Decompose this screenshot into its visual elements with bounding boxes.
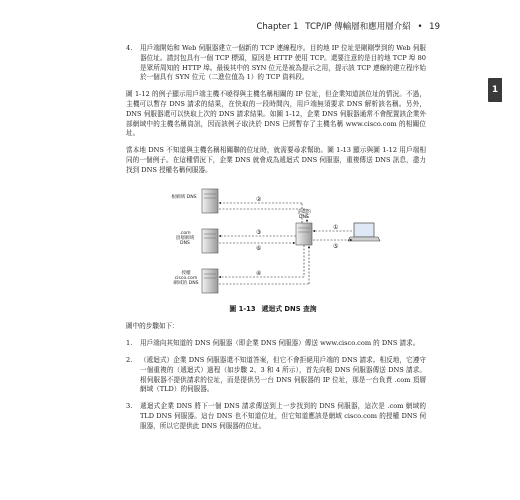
figure-number: 圖 1-13 <box>229 304 256 313</box>
figure-title: 遞迴式 DNS 查詢 <box>261 304 317 313</box>
tld-dns-label: .com 頂層網域 DNS <box>175 230 195 247</box>
chapter-side-tab: 1 <box>488 78 502 102</box>
figure-caption <box>126 305 426 315</box>
list-item-text: （遞迴式）企業 DNS 伺服器還不知道答案，但它不會拒絕用戶端的 DNS 請求。相反地，它遵守一個重複的（遞迴式）過程（如步驟 2、3 和 4 所示），首先向根 DNS 伺服器傳送 DNS 請求。根伺服器不提供請求的位址，而是提供另一台 DNS 伺服器的 IP 位址，那是一台負責 .com 頂層網域（TLD）的伺服器。 <box>140 355 426 394</box>
header-bullet: • <box>417 22 423 32</box>
list-item-text: 用戶端開始和 Web 伺服器建立一個新的 TCP 連線程序。目的地 IP 位址是剛剛學到的 Web 伺服器位址。請封包具有一個 TCP 標頭，原因是 HTTP 使用 TCP。還要注意的是目的地 TCP 埠 80 是眾所周知的 HTTP 埠。最後其中的 SYN 位元是被為提示之用，提示該 TCP 連線的建立程序始於一個具有 SYN 位元（二進位值為 1）的 TCP 資料段。 <box>140 44 426 82</box>
page-body <box>126 44 426 439</box>
list-item <box>126 44 426 83</box>
list-item-number: 4. <box>126 44 133 52</box>
steps-intro: 圖中的步驟如下： <box>126 322 179 331</box>
list-item <box>126 339 426 349</box>
list-item-number: 1. <box>126 339 133 348</box>
enterprise-dns-label: 企業的 DNS <box>297 209 311 220</box>
tld-dns-server-icon <box>202 229 218 253</box>
list-item <box>126 402 426 431</box>
list-item-number: 2. <box>126 355 133 364</box>
step-3-label: ③ <box>256 228 262 236</box>
enterprise-dns-server-icon <box>296 223 312 245</box>
dns-figure <box>126 183 426 303</box>
page-number: 19 <box>429 22 440 32</box>
root-dns-label: 根網域 DNS <box>171 194 197 200</box>
step-1-label: ① <box>333 223 339 231</box>
paragraph-1: 圖 1-12 的例子顯示用戶端主機不曉得與主機名稱相關的 IP 位址，但企業知道該位址的情況。不過，主機可以暫存 DNS 請求的結果，在快取的一段時間內，用戶端無須要求 DNS 解析該名稱。另外，DNS 伺服器還可以快取上次的 DNS 請求結果。如圖 1-12，企業 DNS 伺服器通常不會配置該企業外部網域中的主機名稱資訊，因而該例子取決於 DNS 已經暫存了主機名稱 www.cisco.com 的相關位址。 <box>126 90 426 138</box>
client-laptop-icon <box>348 223 380 241</box>
list-item <box>126 356 426 395</box>
list-item-text: 遞迴式企業 DNS 將下一個 DNS 請求傳送到上一步找到的 DNS 伺服器，這次是 .com 網域的 TLD DNS 伺服器。這台 DNS 也不知道位址，但它知道應該是網域 cisco.com 的授權 DNS 伺服器，所以它提供此 DNS 伺服器的位址。 <box>140 402 426 430</box>
list-item-text: 用戶端向其知道的 DNS 伺服器（即企業 DNS 伺服器）傳送 www.cisco.com 的 DNS 請求。 <box>140 339 420 348</box>
step-5-label: ⑤ <box>333 242 339 250</box>
step-6-label: ⑥ <box>256 244 262 252</box>
paragraph-2: 當本地 DNS 不知道與主機名稱相關聯的位址時，就需要尋求幫助。圖 1-13 顯示與圖 1-12 用戶端相同的一個例子。在這種情況下，企業 DNS 就會成為遞迴式 DNS 伺服器，重複傳送 DNS 訊息，盡力找到 DNS 授權名稱伺服器。 <box>126 146 426 174</box>
authoritative-dns-server-icon <box>202 269 218 293</box>
chapter-label: Chapter 1 <box>256 22 299 32</box>
step-2-label: ② <box>256 195 262 203</box>
auth-dns-label: 授權 cisco.com 網域的 DNS <box>173 270 199 287</box>
step-4-label: ④ <box>256 269 262 277</box>
list-item-number: 3. <box>126 402 133 411</box>
chapter-title: TCP/IP 傳輸層和應用層介紹 <box>305 22 411 32</box>
page-header <box>252 20 440 32</box>
root-dns-server-icon <box>202 189 218 213</box>
